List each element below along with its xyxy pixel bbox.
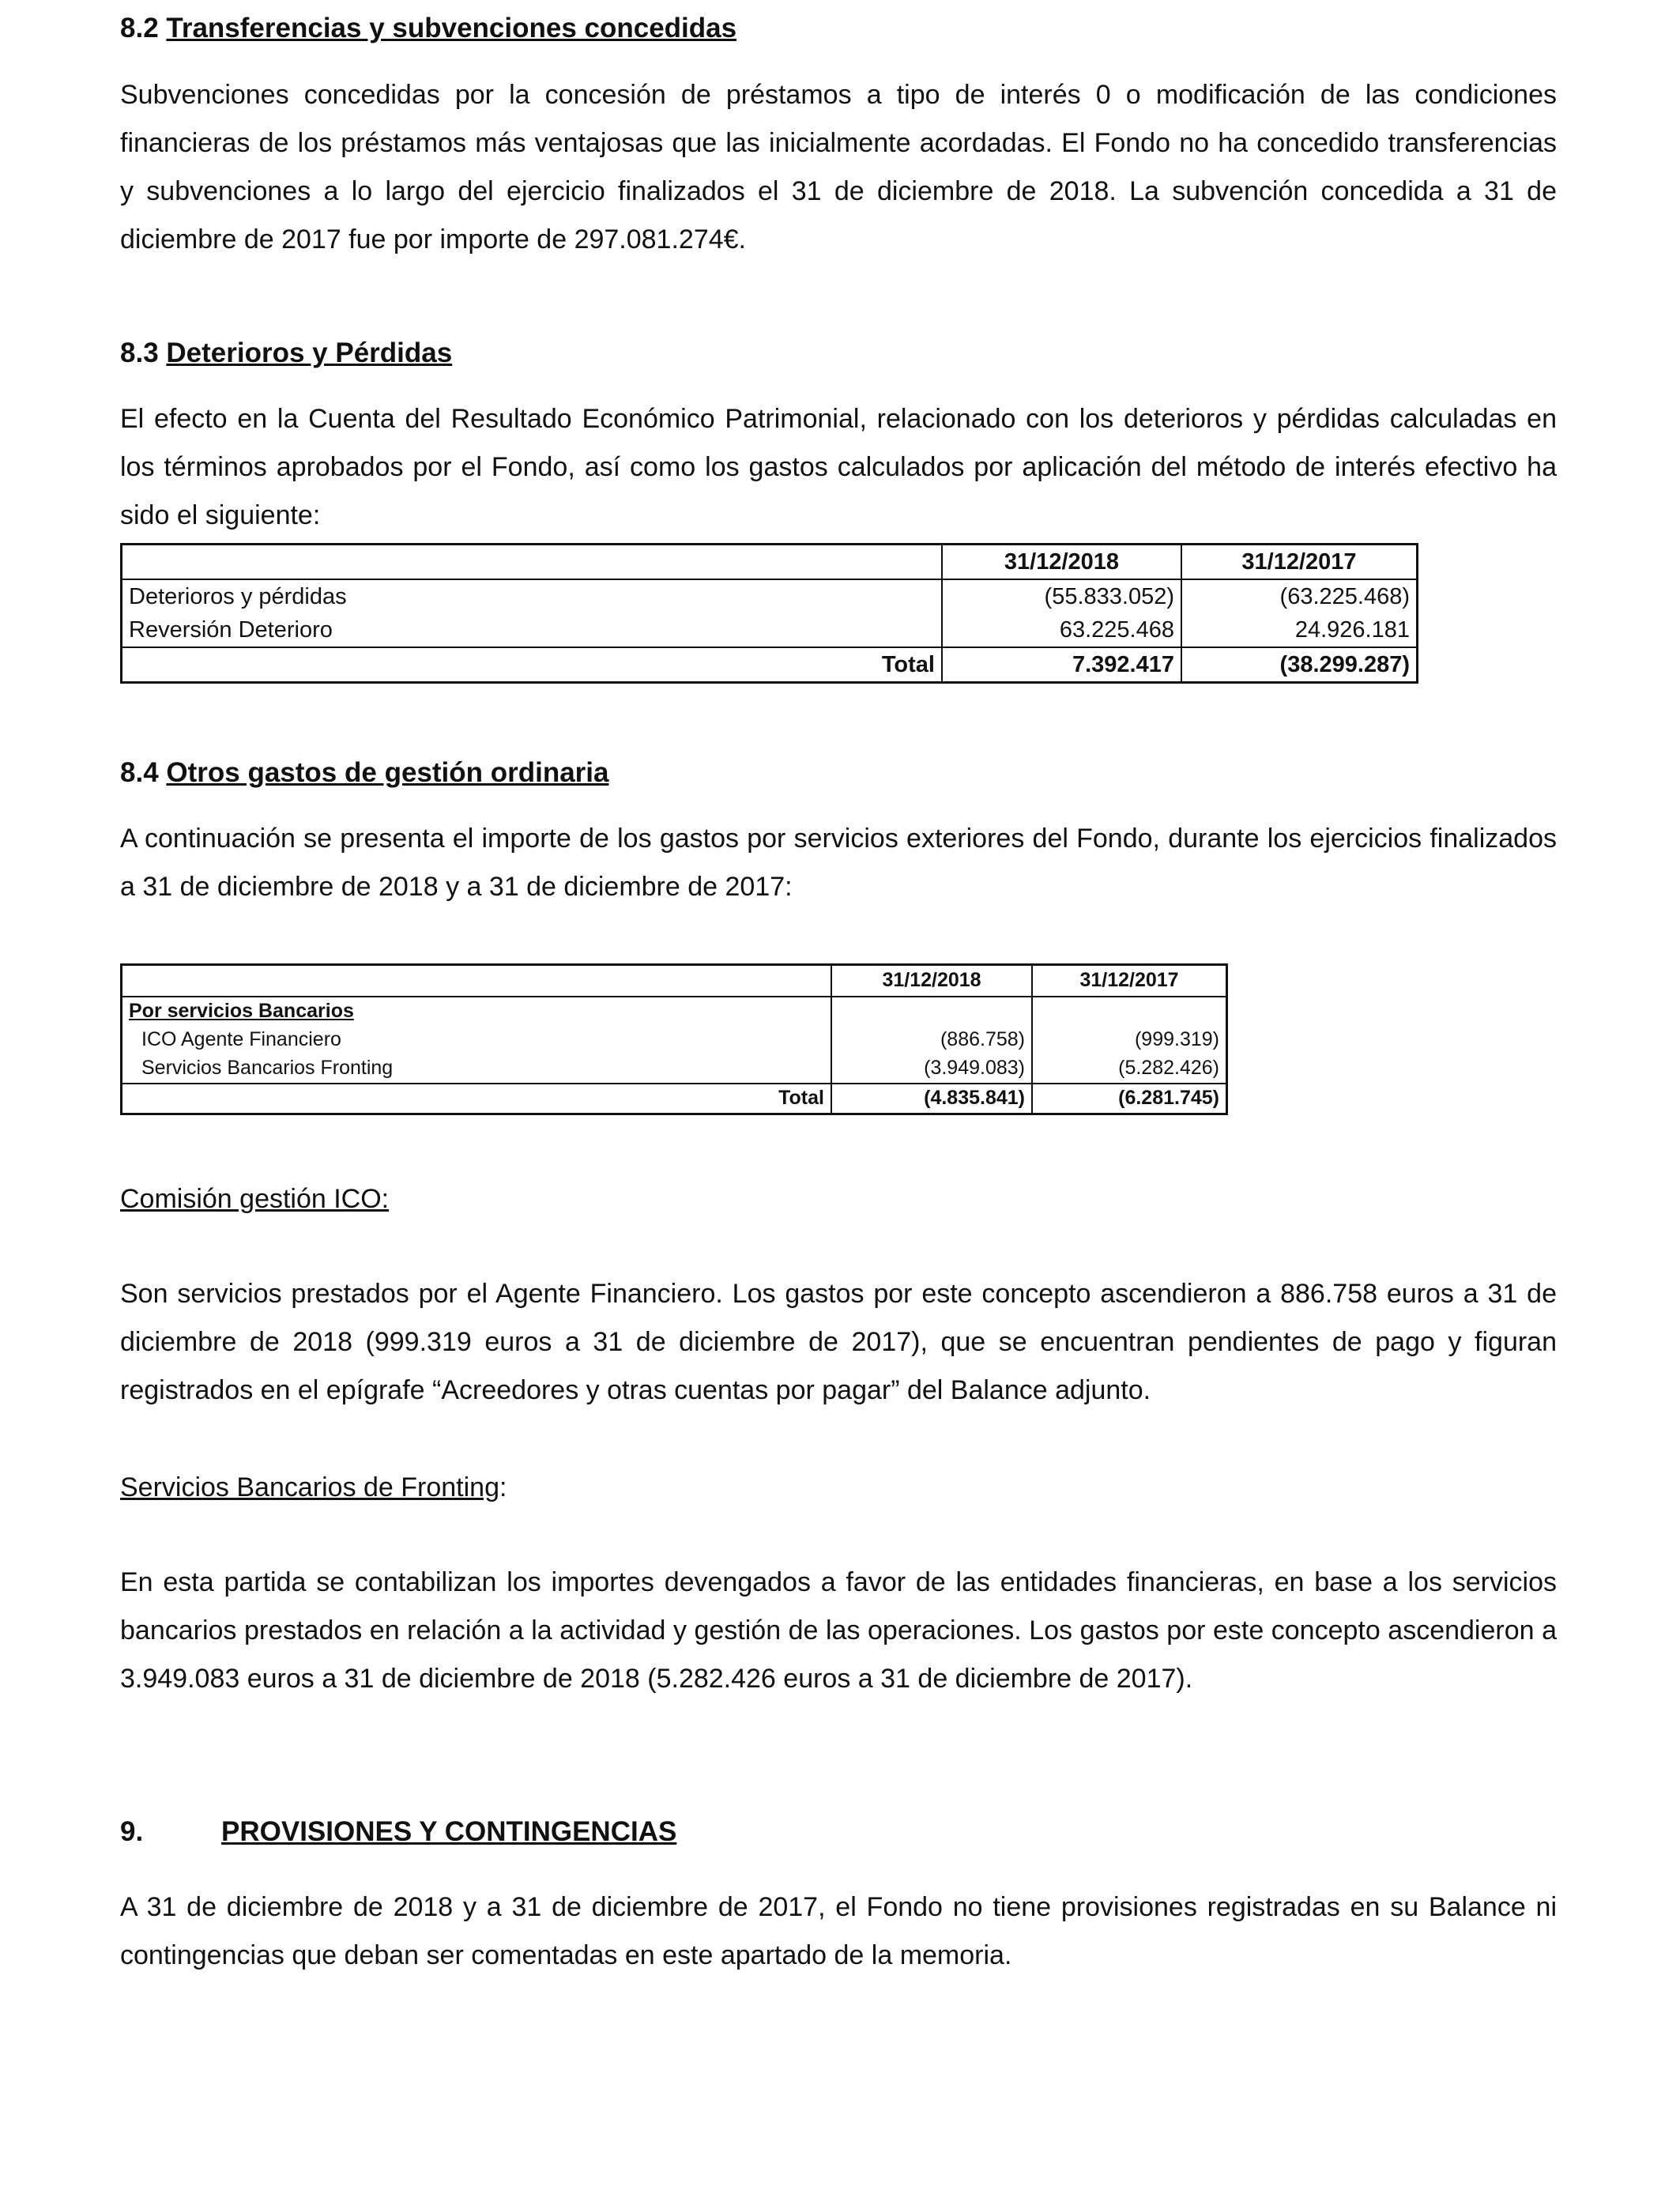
deterioros-table: 31/12/2018 31/12/2017 Deterioros y pérdidas (55.833.052) (63.225.468) Reversión Deterioro 63.225.468 24.926.181 Total 7.392.417 (38.299.287) <box>120 543 1418 684</box>
heading-9: 9. PROVISIONES Y CONTINGENCIAS <box>120 1816 677 1847</box>
gastos-table: 31/12/2018 31/12/2017 Por servicios Bancarios ICO Agente Financiero (886.758) (999.319) Servicios Bancarios Fronting (3.949.083) (5.282.426) Total (4.835.841) (6.281.745) <box>120 963 1228 1115</box>
fronting-subtitle: Servicios Bancarios de Fronting: <box>120 1472 507 1502</box>
total-row: Total 7.392.417 (38.299.287) <box>122 647 1418 683</box>
table-row: Deterioros y pérdidas (55.833.052) (63.225.468) <box>122 579 1418 613</box>
table-row: Reversión Deterioro 63.225.468 24.926.181 <box>122 613 1418 647</box>
comision-paragraph: Son servicios prestados por el Agente Financiero. Los gastos por este concepto ascendieron a 886.758 euros a 31 de diciembre de 2018 (999.319 euros a 31 de diciembre de 2017), que se encuentran pendientes de pago y figuran registrados en el epígrafe “Acreedores y otras cuentas por pagar” del Balance adjunto. <box>120 1279 1557 1405</box>
comision-subtitle: Comisión gestión ICO: <box>120 1184 390 1214</box>
paragraph-8-4: A continuación se presenta el importe de los gastos por servicios exteriores del Fondo, durante los ejercicios finalizados a 31 de diciembre de 2018 y a 31 de diciembre de 2017: <box>120 824 1557 902</box>
table-row: Servicios Bancarios Fronting (3.949.083) (5.282.426) <box>122 1054 1227 1084</box>
paragraph-8-3: El efecto en la Cuenta del Resultado Económico Patrimonial, relacionado con los deterioros y pérdidas calculadas en los términos aprobados por el Fondo, así como los gastos calculados por aplicación del método de interés efectivo ha sido el siguiente: <box>120 404 1557 530</box>
total-row: Total (4.835.841) (6.281.745) <box>122 1084 1227 1114</box>
paragraph-9: A 31 de diciembre de 2018 y a 31 de diciembre de 2017, el Fondo no tiene provisiones registradas en su Balance ni contingencias que deban ser comentadas en este apartado de la memoria. <box>120 1892 1557 1970</box>
fronting-paragraph: En esta partida se contabilizan los importes devengados a favor de las entidades financieras, en base a los servicios bancarios prestados en relación a la actividad y gestión de las operaciones. Los gastos por este concepto ascendieron a 3.949.083 euros a 31 de diciembre de 2018 (5.282.426 euros a 31 de diciembre de 2017). <box>120 1567 1557 1694</box>
table-row: ICO Agente Financiero (886.758) (999.319) <box>122 1026 1227 1054</box>
heading-8-2: 8.2 Transferencias y subvenciones concedidas <box>120 13 737 43</box>
paragraph-8-2: Subvenciones concedidas por la concesión de préstamos a tipo de interés 0 o modificación de las condiciones financieras de los préstamos más ventajosas que las inicialmente acordadas. El Fondo no ha concedido transferencias y subvenciones a lo largo del ejercicio finalizados el 31 de diciembre de 2018. La subvención concedida a 31 de diciembre de 2017 fue por importe de 297.081.274€. <box>120 80 1557 254</box>
heading-8-3: 8.3 Deterioros y Pérdidas <box>120 337 453 368</box>
heading-8-4: 8.4 Otros gastos de gestión ordinaria <box>120 757 609 788</box>
